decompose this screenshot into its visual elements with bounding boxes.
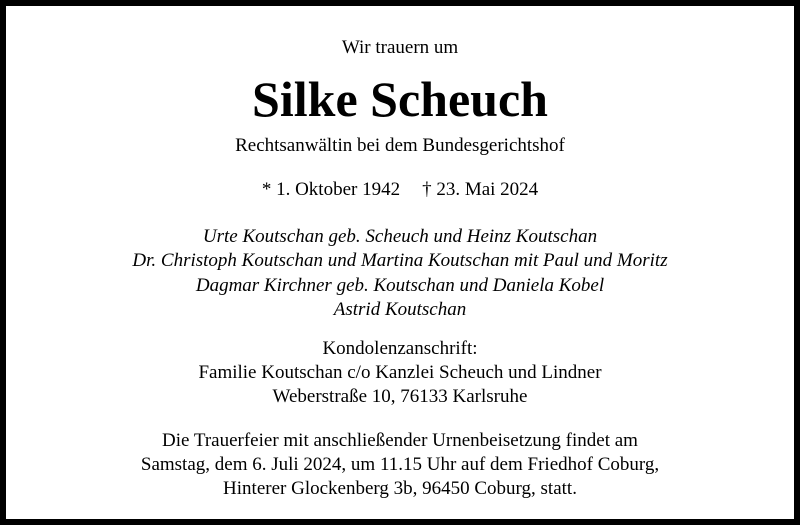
address-heading: Kondolenzanschrift:	[322, 338, 478, 359]
mourner-line: Urte Koutschan geb. Scheuch und Heinz Koutschan	[202, 226, 598, 247]
ceremony-line: Die Trauerfeier mit anschließender Urnenbeisetzung findet am	[162, 430, 638, 451]
life-dates	[6, 179, 794, 201]
death-date: † 23. Mai 2024	[422, 179, 539, 200]
mourner-line: Astrid Koutschan	[333, 298, 467, 320]
ceremony-line: Hinterer Glockenberg 3b, 96450 Coburg, statt.	[223, 478, 577, 499]
mourner-line: Dagmar Kirchner geb. Koutschan und Daniela Kobel	[195, 274, 605, 296]
ceremony-line: Samstag, dem 6. Juli 2024, um 11.15 Uhr auf dem Friedhof Coburg,	[140, 454, 660, 475]
address-line: Weberstraße 10, 76133 Karlsruhe	[272, 386, 528, 407]
professional-title: Rechtsanwältin bei dem Bundesgerichtshof	[235, 135, 565, 156]
mourners-list	[6, 225, 794, 322]
condolence-address	[6, 337, 794, 409]
deceased-name: Silke Scheuch	[252, 71, 548, 127]
address-line: Familie Koutschan c/o Kanzlei Scheuch und Lindner	[198, 362, 602, 383]
mourner-line: Dr. Christoph Koutschan und Martina Koutschan mit Paul und Moritz	[132, 250, 668, 272]
intro-text: Wir trauern um	[341, 37, 459, 58]
funeral-ceremony-info	[6, 429, 794, 501]
birth-date: * 1. Oktober 1942	[261, 179, 401, 200]
